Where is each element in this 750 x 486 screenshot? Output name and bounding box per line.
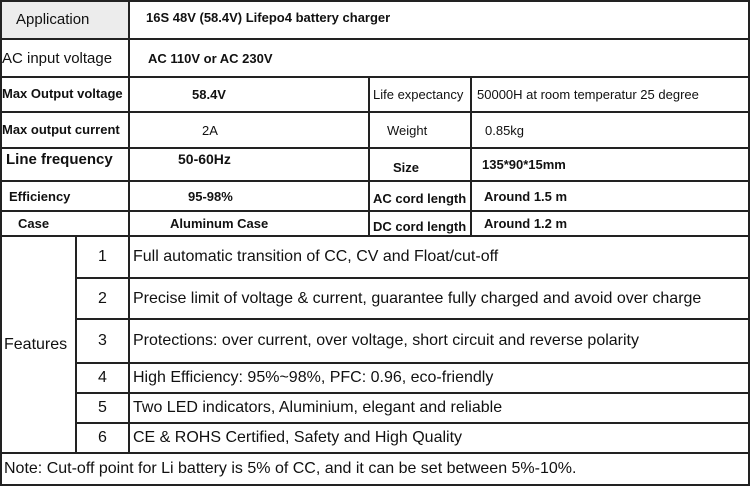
max-output-current-label: Max output current [0, 113, 130, 149]
size-value: 135*90*15mm [472, 149, 750, 182]
efficiency-label: Efficiency [0, 182, 130, 212]
dc-cord-length-value: Around 1.2 m [472, 212, 750, 237]
feature-number-1: 1 [77, 237, 130, 279]
ac-input-value: AC 110V or AC 230V [130, 40, 750, 78]
feature-number-6: 6 [77, 424, 130, 454]
feature-text-4: High Efficiency: 95%~98%, PFC: 0.96, eco-friendly [130, 364, 750, 394]
feature-text-1: Full automatic transition of CC, CV and Float/cut-off [130, 237, 750, 279]
max-output-current-value: 2A [130, 113, 370, 149]
weight-value: 0.85kg [472, 113, 750, 149]
ac-cord-length-value: Around 1.5 m [472, 182, 750, 212]
line-frequency-value: 50-60Hz [130, 149, 370, 182]
application-label: Application [0, 0, 130, 40]
application-value: 16S 48V (58.4V) Lifepo4 battery charger [130, 0, 750, 40]
max-output-voltage-label: Max Output voltage [0, 78, 130, 113]
life-expectancy-value: 50000H at room temperatur 25 degree [472, 78, 750, 113]
ac-cord-length-label: AC cord length [370, 182, 472, 212]
features-label: Features [0, 237, 77, 454]
feature-number-4: 4 [77, 364, 130, 394]
line-frequency-label: Line frequency [0, 149, 130, 182]
dc-cord-length-label: DC cord length [370, 212, 472, 237]
feature-text-2: Precise limit of voltage & current, guarantee fully charged and avoid over charge [130, 279, 750, 320]
feature-number-3: 3 [77, 320, 130, 364]
feature-number-2: 2 [77, 279, 130, 320]
case-label: Case [0, 212, 130, 237]
feature-number-5: 5 [77, 394, 130, 424]
weight-label: Weight [370, 113, 472, 149]
size-label: Size [370, 149, 472, 182]
life-expectancy-label: Life expectancy [370, 78, 472, 113]
feature-text-3: Protections: over current, over voltage, short circuit and reverse polarity [130, 320, 750, 364]
efficiency-value: 95-98% [130, 182, 370, 212]
feature-text-5: Two LED indicators, Aluminium, elegant and reliable [130, 394, 750, 424]
max-output-voltage-value: 58.4V [130, 78, 370, 113]
note-text: Note: Cut-off point for Li battery is 5% of CC, and it can be set between 5%-10%. [0, 454, 750, 486]
ac-input-label: AC input voltage [0, 40, 130, 78]
case-value: Aluminum Case [130, 212, 370, 237]
feature-text-6: CE & ROHS Certified, Safety and High Quality [130, 424, 750, 454]
